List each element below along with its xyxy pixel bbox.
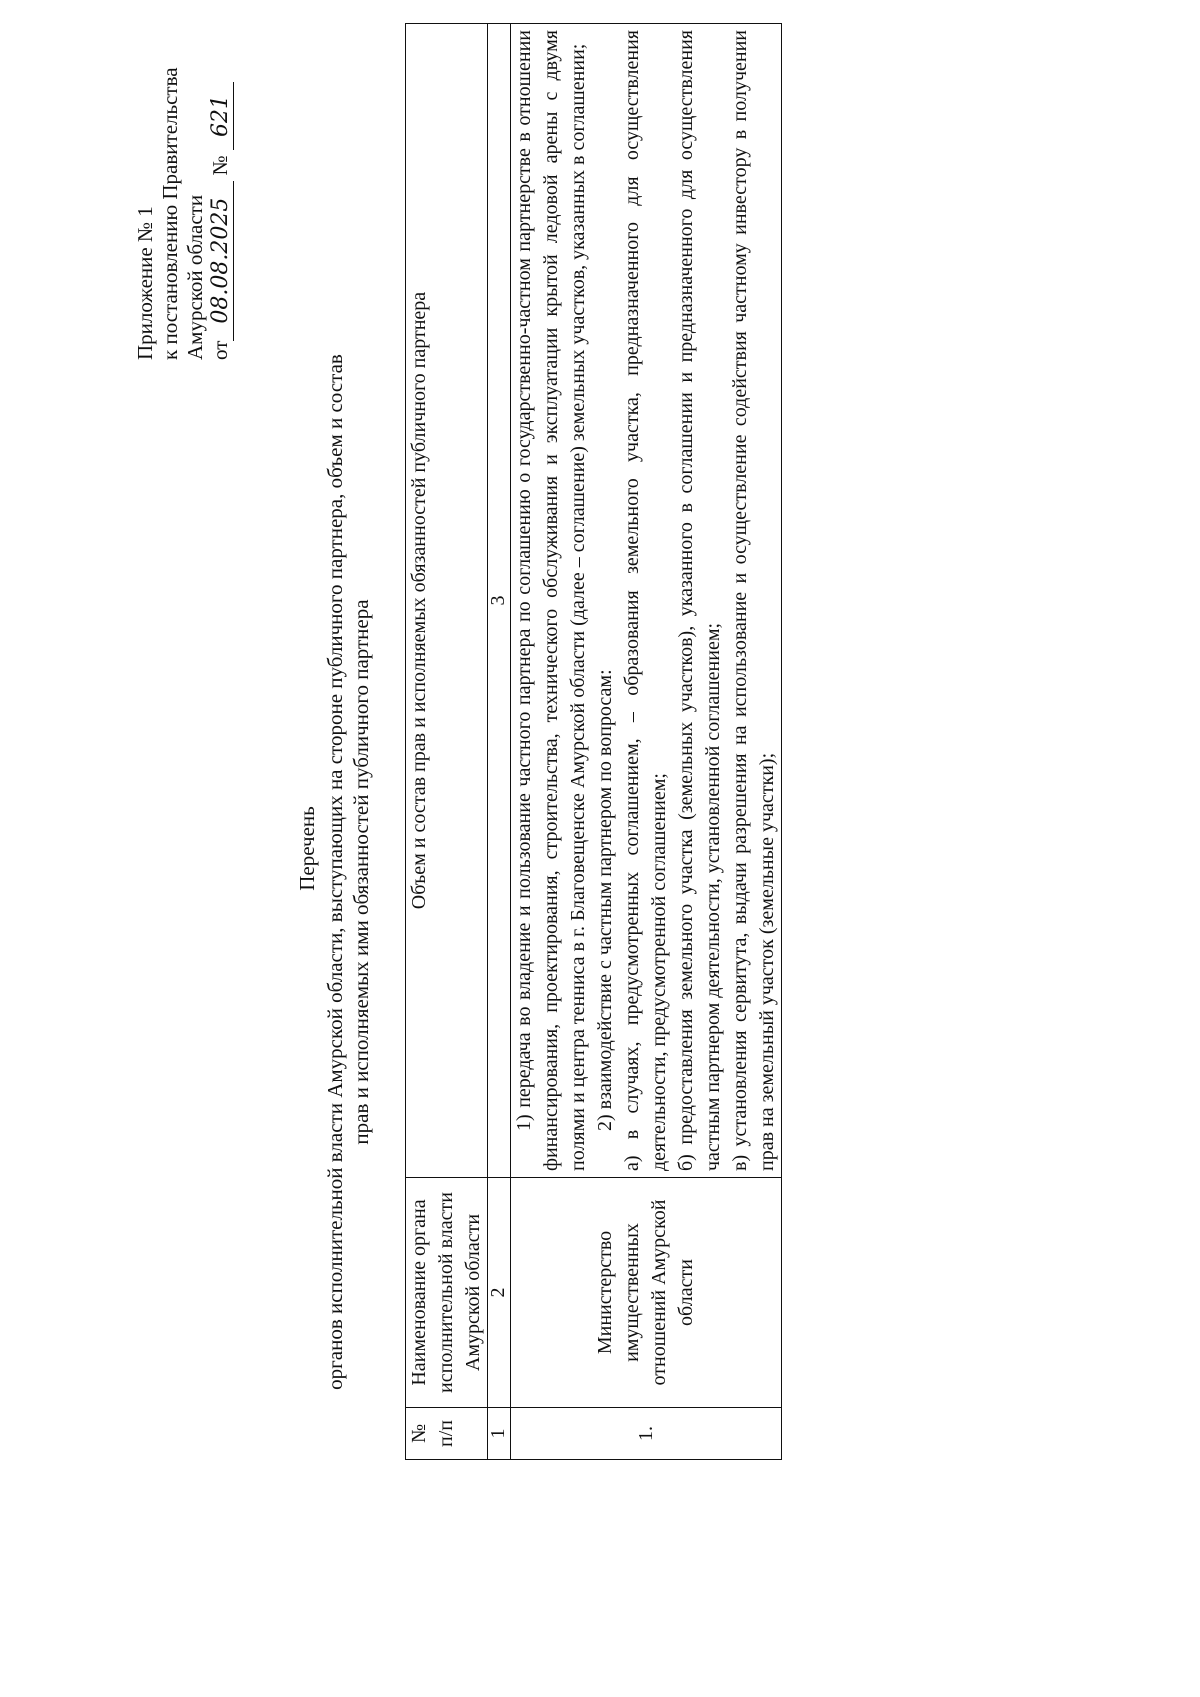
column-number-2: 2 [488,1178,511,1408]
approval-line-2: к постановлению Правительства [158,67,182,360]
approval-date-number [208,10,234,360]
table-row [511,24,782,1460]
from-prefix: от [208,340,232,360]
handwritten-date: 08.08.2025 [208,181,234,341]
organ-name: Министерство имущественных отношений Амурской области [511,1178,782,1408]
rights-item: 1) передача во владение и пользование частного партнера по соглашению о государственно-частном партнерстве в отношении финансирования, проектирования, строительства, технического обслуживания и эксплуатации крытой ледовой арены с двумя полями и центра тенниса в г. Благовещенске Амурской области (далее – соглашение) земельных участков, указанных в соглашении; [513,30,589,1171]
rights-subitem: а) в случаях, предусмотренных соглашением, – образования земельного участка, предназначенного для осуществления деятельности, предусмотренной соглашением; [621,30,670,1171]
rights-item: 2) взаимодействие с частным партнером по вопросам: [594,669,616,1131]
rights-subitem: б) предоставления земельного участка (земельных участков), указанного в соглашении и предназначенного для осуществления частным партнером деятельности, установленной соглашением; [675,30,724,1171]
header-number: № п/п [406,1408,488,1460]
approval-line-1: Приложение № 1 [133,206,157,360]
number-prefix: № [208,155,232,176]
handwritten-number: 621 [208,82,234,150]
page-title: Перечень [295,806,319,891]
header-rights: Объем и состав прав и исполняемых обязанностей публичного партнера [406,24,488,1178]
header-organ: Наименование органа исполнительной власти Амурской области [406,1178,488,1408]
approval-stamp [133,10,234,360]
column-number-1: 1 [488,1408,511,1460]
table-header-row [406,24,488,1460]
authorities-table [405,23,782,1460]
rights-cell [511,24,782,1178]
approval-line-3: Амурской области [183,194,207,360]
page-subtitle: органов исполнительной власти Амурской области, выступающих на стороне публичного партнера, объем и состав прав и исполняемых ими обязанностей публичного партнера [323,354,373,1390]
row-number: 1. [511,1408,782,1460]
column-number-3: 3 [488,24,511,1178]
rights-subitem: в) установления сервитута, выдачи разрешения на использование и осуществление содействия частному инвестору в получении прав на земельный участок (земельные участки); [729,30,778,1171]
column-number-row [488,24,511,1460]
